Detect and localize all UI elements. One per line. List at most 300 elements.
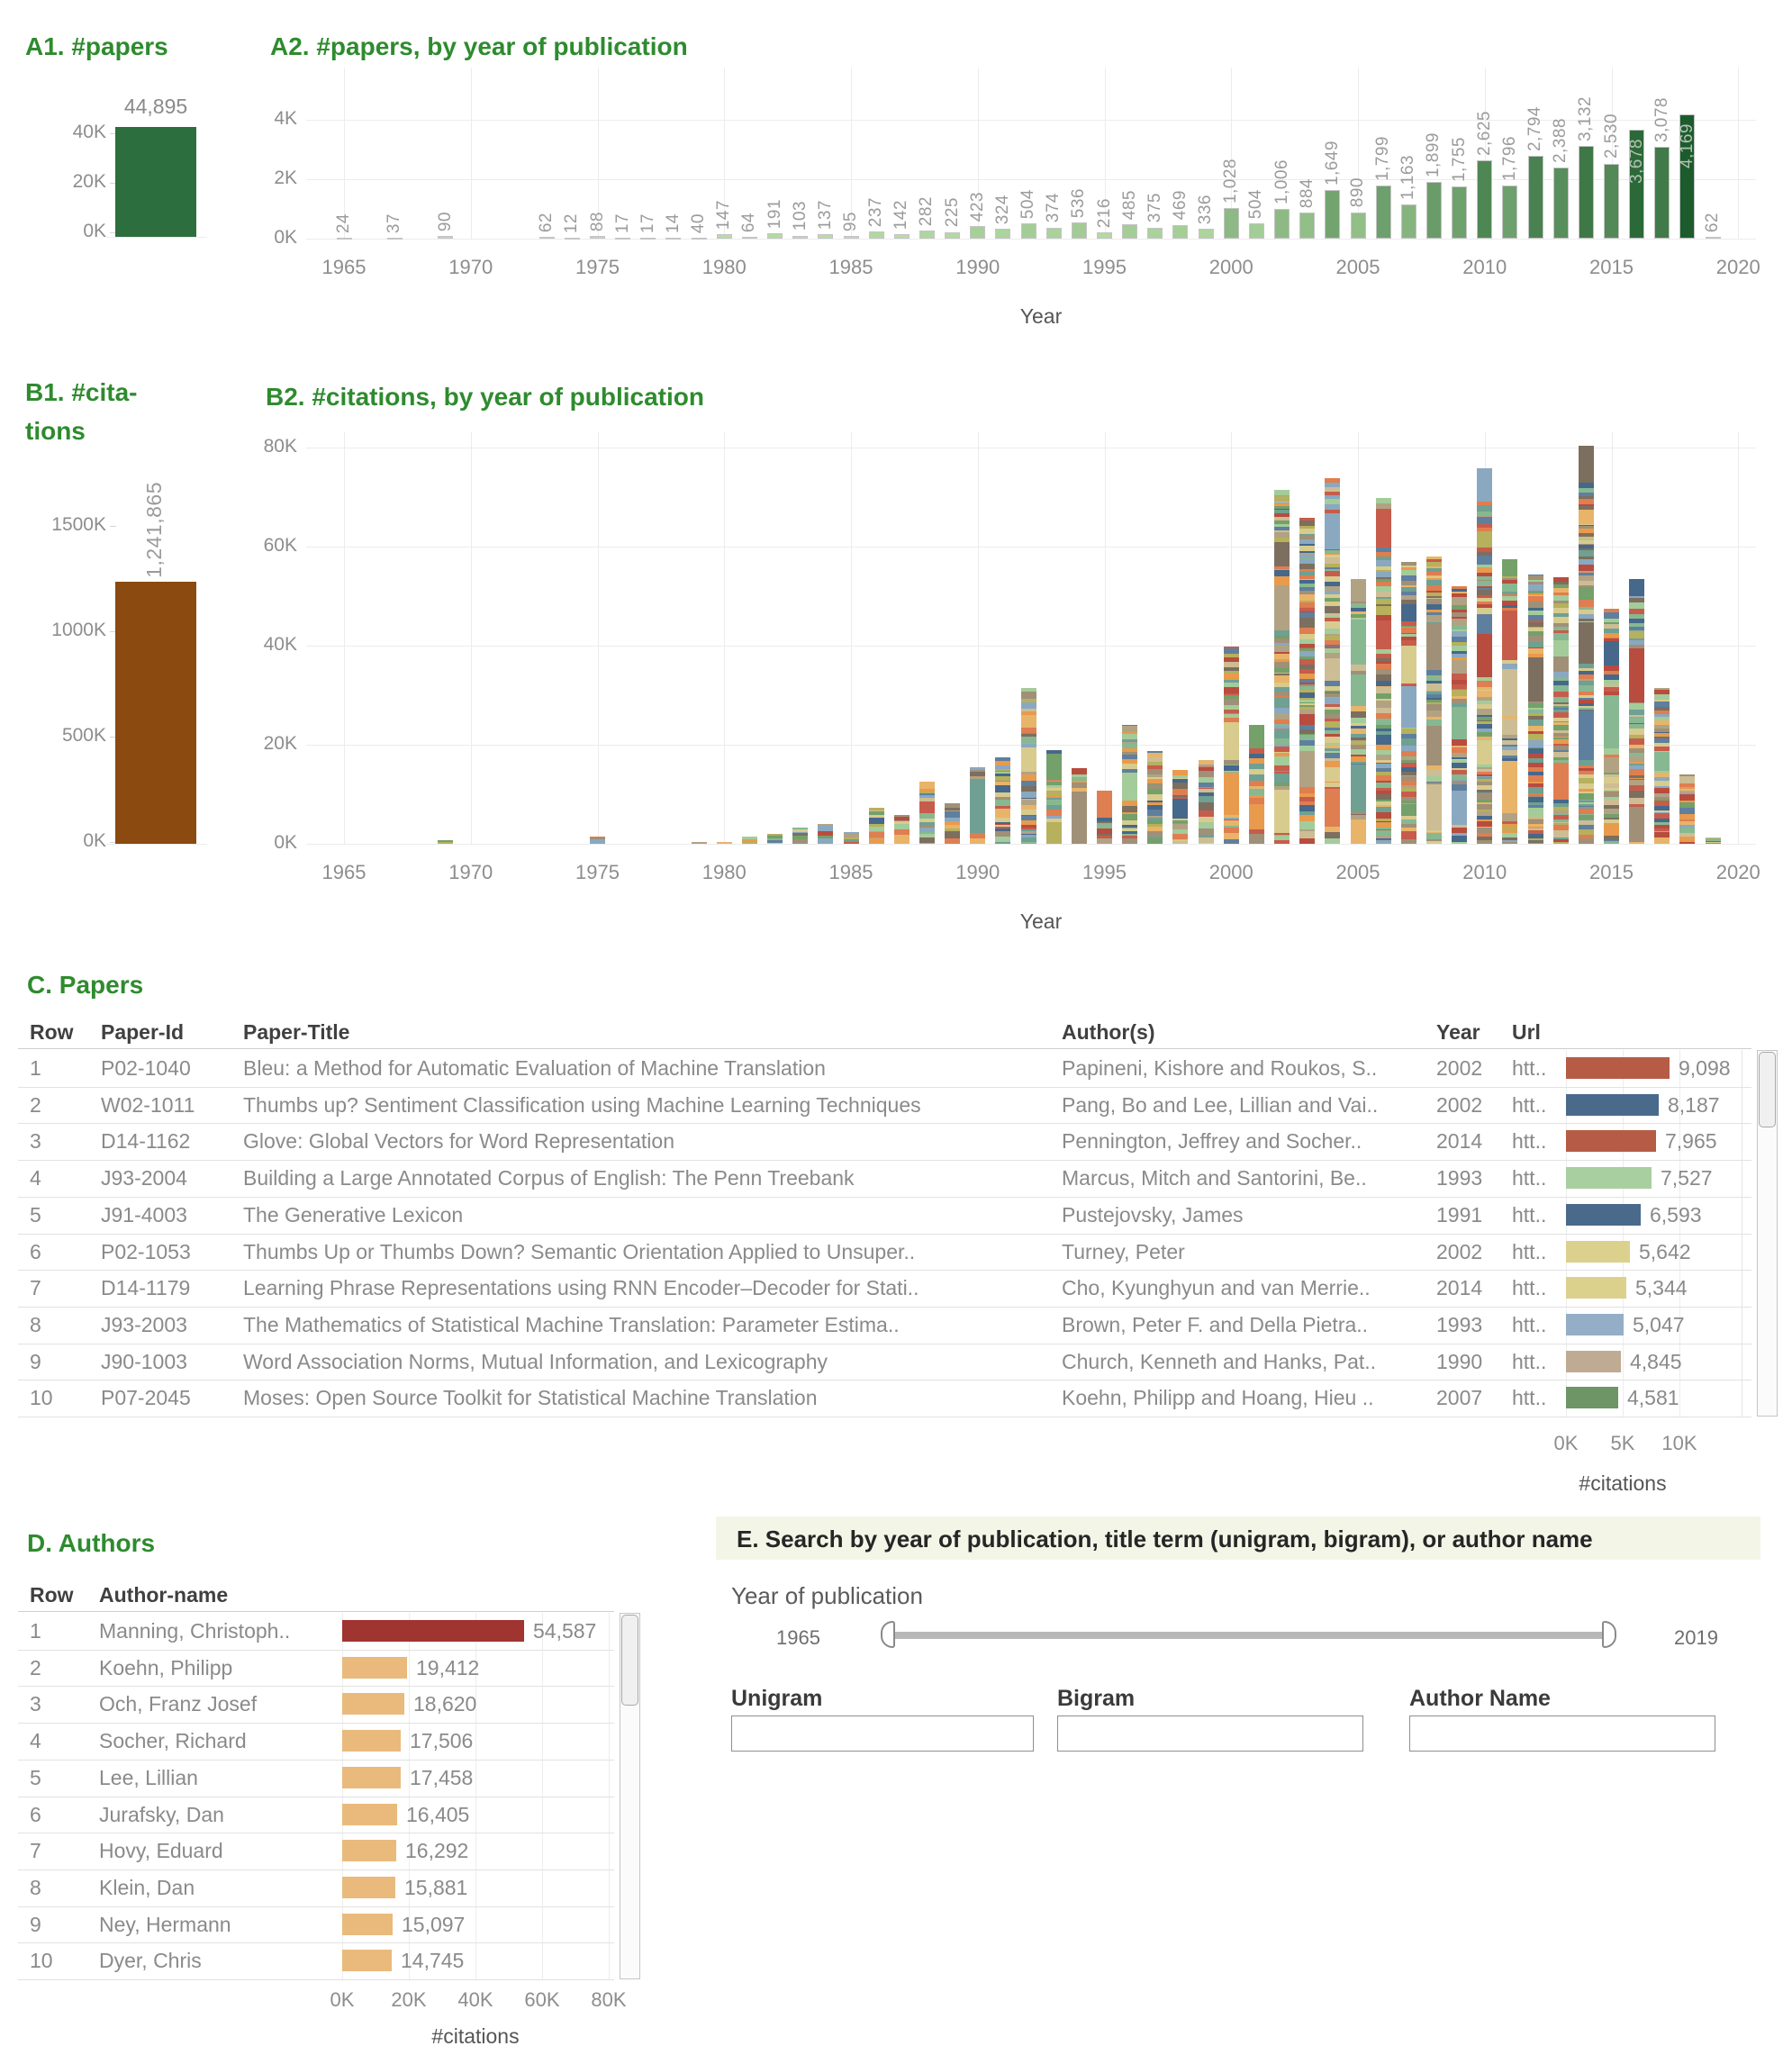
- a2-year-bar[interactable]: [640, 238, 656, 240]
- a2-year-bar[interactable]: [1199, 229, 1214, 239]
- table-row[interactable]: [0, 1760, 614, 1797]
- table-row[interactable]: [0, 1650, 614, 1687]
- b2-stack-segment: [1199, 822, 1214, 828]
- xtick-label: 2010: [1462, 861, 1507, 883]
- a2-year-bar[interactable]: [1401, 204, 1416, 239]
- b2-stack-segment: [1224, 722, 1239, 760]
- b2-year-stack[interactable]: [1629, 579, 1644, 844]
- b2-year-stack[interactable]: [1426, 557, 1442, 844]
- table-row[interactable]: [0, 1197, 1792, 1234]
- paper-url-link[interactable]: htt..: [1512, 1312, 1547, 1336]
- paper-url-link[interactable]: htt..: [1512, 1349, 1547, 1373]
- table-row[interactable]: [0, 1869, 614, 1906]
- authors-col-header: Row: [30, 1583, 74, 1607]
- paper-url-link[interactable]: htt..: [1512, 1129, 1547, 1154]
- a2-bar-value-label: 147: [714, 199, 734, 231]
- a2-bar-value-label: 191: [765, 198, 784, 229]
- a1-baseline: [106, 237, 207, 238]
- table-row[interactable]: [0, 1613, 614, 1650]
- b2-stack-segment: [1579, 838, 1594, 844]
- table-row[interactable]: [0, 1686, 614, 1723]
- table-row[interactable]: [0, 1270, 1792, 1307]
- citations-value: 15,097: [402, 1912, 466, 1936]
- a2-year-bar[interactable]: [1477, 160, 1492, 239]
- b2-stack-segment: [995, 785, 1010, 792]
- citations-bar: [1566, 1130, 1656, 1152]
- ytick-label: 0K: [274, 227, 297, 248]
- papers-col-header: Paper-Id: [101, 1020, 185, 1044]
- row-number: 5: [30, 1765, 41, 1789]
- b2-stack-segment: [1401, 839, 1416, 844]
- b2-stack-segment: [1325, 513, 1340, 549]
- a2-year-bar[interactable]: [1249, 223, 1264, 239]
- a2-year-bar[interactable]: [1706, 237, 1721, 239]
- a2-year-bar[interactable]: [717, 234, 732, 239]
- x-gridline: [1105, 432, 1106, 844]
- a2-bar-value-label: 237: [866, 196, 886, 228]
- b2-stack-segment: [1351, 674, 1366, 706]
- a2-year-bar[interactable]: [1502, 186, 1517, 239]
- b2-stack-segment: [1299, 720, 1315, 726]
- table-row[interactable]: [0, 1307, 1792, 1344]
- authors-chart-xtick: 20K: [391, 1988, 427, 2011]
- a2-bar-value-label: 423: [967, 191, 987, 222]
- b2-stack-segment: [1502, 842, 1517, 844]
- a2-bar-value-label: 90: [435, 211, 455, 232]
- authors-chart-axis-title: #citations: [431, 2024, 520, 2048]
- citations-value: 17,458: [410, 1765, 474, 1789]
- a2-bar-value-label: 504: [1018, 189, 1038, 220]
- paper-title: Word Association Norms, Mutual Information, and Lexicography: [243, 1349, 828, 1373]
- b2-year-stack[interactable]: [1274, 490, 1290, 844]
- year-of-publication-label: Year of publication: [731, 1582, 923, 1609]
- b2-stack-segment: [1477, 517, 1492, 523]
- a1-ytick-label: 0K: [83, 221, 106, 241]
- b1-ytick-label: 1500K: [51, 514, 106, 535]
- b2-year-stack[interactable]: [1147, 751, 1163, 844]
- b2-year-stack[interactable]: [894, 815, 910, 844]
- b2-stack-segment: [717, 842, 732, 844]
- b2-stack-segment: [1147, 794, 1163, 801]
- b2-stack-segment: [1097, 791, 1112, 819]
- table-row[interactable]: [0, 1797, 614, 1833]
- b2-year-stack[interactable]: [742, 837, 757, 844]
- a2-bar-value-label: 17: [638, 213, 657, 233]
- b2-year-stack[interactable]: [1477, 467, 1492, 844]
- b2-year-stack[interactable]: [1401, 562, 1416, 845]
- table-row[interactable]: [0, 1380, 1792, 1417]
- b2-stack-segment: [1477, 505, 1492, 511]
- a2-year-bar[interactable]: [692, 238, 707, 240]
- a2-year-bar[interactable]: [615, 238, 630, 240]
- paper-url-link[interactable]: htt..: [1512, 1276, 1547, 1300]
- table-row[interactable]: [0, 1123, 1792, 1160]
- paper-title: Thumbs up? Sentiment Classification using Machine Learning Techniques: [243, 1092, 921, 1117]
- b2-year-stack[interactable]: [1249, 725, 1264, 844]
- panel-b1-title-line1: B1. #cita-: [25, 378, 138, 406]
- citations-value: 8,187: [1668, 1092, 1720, 1117]
- b2-stack-segment: [1274, 542, 1290, 566]
- a2-bar-value-label: 17: [612, 213, 632, 233]
- b2-year-stack[interactable]: [945, 803, 960, 844]
- ytick-label: 80K: [263, 436, 297, 457]
- b1-ytick-label: 1000K: [51, 620, 106, 640]
- b2-year-stack[interactable]: [792, 828, 808, 844]
- a2-year-bar[interactable]: [337, 238, 352, 240]
- a2-year-bar[interactable]: [438, 236, 453, 239]
- b2-stack-segment: [1376, 812, 1391, 819]
- b2-year-stack[interactable]: [1325, 477, 1340, 844]
- b2-year-stack[interactable]: [1021, 688, 1036, 844]
- a2-year-bar[interactable]: [1553, 167, 1569, 239]
- a2-year-bar[interactable]: [894, 234, 910, 239]
- xtick-label: 1985: [828, 861, 873, 883]
- b2-stack-segment: [1426, 770, 1442, 776]
- table-row[interactable]: [0, 1833, 614, 1869]
- b2-stack-segment: [1477, 541, 1492, 548]
- b2-stack-segment: [692, 842, 707, 844]
- x-gridline: [1738, 68, 1739, 239]
- papers-chart-xtick: 10K: [1661, 1432, 1697, 1454]
- b2-stack-segment: [1274, 585, 1290, 630]
- a2-bar-value-label: 40: [689, 213, 709, 233]
- b2-stack-segment: [1553, 725, 1569, 731]
- b2-stack-segment: [1046, 754, 1062, 780]
- b2-stack-segment: [1325, 789, 1340, 827]
- b2-stack-segment: [1579, 622, 1594, 663]
- b2-year-stack[interactable]: [438, 840, 453, 844]
- citations-value: 9,098: [1679, 1056, 1731, 1080]
- a2-bar-value-label: 282: [917, 195, 937, 226]
- a2-bar-value-label: 3,078: [1652, 97, 1671, 143]
- a2-year-bar[interactable]: [792, 236, 808, 239]
- a2-year-bar[interactable]: [1021, 223, 1036, 239]
- b2-stack-segment: [1199, 817, 1214, 823]
- row-number: 7: [30, 1839, 41, 1863]
- a2-bar-value-label: 3,132: [1576, 95, 1596, 141]
- b2-stack-segment: [1325, 737, 1340, 743]
- a2-year-bar[interactable]: [1046, 228, 1062, 239]
- b2-stack-segment: [1579, 587, 1594, 593]
- b2-year-stack[interactable]: [919, 782, 935, 844]
- a2-year-bar[interactable]: [1072, 222, 1087, 239]
- a2-bar-value-label: 469: [1170, 190, 1190, 221]
- a2-bar-value-label: 1,755: [1449, 137, 1469, 183]
- table-row[interactable]: [0, 1050, 1792, 1087]
- paper-authors: Papineni, Kishore and Roukos, S..: [1062, 1056, 1378, 1080]
- b2-year-stack[interactable]: [1072, 768, 1087, 844]
- b2-stack-segment: [1147, 810, 1163, 816]
- unigram-input[interactable]: [731, 1716, 1034, 1752]
- b2-stack-segment: [1629, 632, 1644, 638]
- b2-stack-segment: [844, 842, 859, 844]
- xtick-label: 1970: [448, 861, 493, 883]
- xtick-label: 1995: [1082, 861, 1127, 883]
- papers-chart-xtick: 5K: [1610, 1432, 1635, 1454]
- b2-stack-segment: [1097, 838, 1112, 844]
- b2-stack-segment: [1274, 738, 1290, 745]
- paper-url-link[interactable]: htt..: [1512, 1202, 1547, 1227]
- b2-stack-segment: [1122, 726, 1137, 732]
- year-slider-left-handle[interactable]: [881, 1621, 895, 1648]
- b2-stack-segment: [1629, 729, 1644, 735]
- a2-year-bar[interactable]: [1122, 224, 1137, 239]
- citations-bar: [1566, 1314, 1624, 1335]
- b2-stack-segment: [970, 838, 985, 844]
- a2-year-bar[interactable]: [1604, 164, 1619, 239]
- table-row[interactable]: [0, 1344, 1792, 1381]
- a2-bar-value-label: 2,530: [1601, 113, 1621, 159]
- b2-stack-segment: [1249, 774, 1264, 781]
- a2-year-bar[interactable]: [1224, 208, 1239, 239]
- b2-stack-segment: [1351, 665, 1366, 671]
- row-number: 3: [30, 1129, 41, 1154]
- row-number: 9: [30, 1912, 41, 1936]
- bigram-input[interactable]: [1057, 1716, 1363, 1752]
- b2-stack-segment: [995, 842, 1010, 844]
- citations-value: 4,581: [1627, 1386, 1679, 1410]
- citations-bar: [1566, 1057, 1670, 1079]
- a2-year-bar[interactable]: [844, 236, 859, 239]
- a2-bar-value-label: 890: [1348, 177, 1367, 208]
- b2-year-stack[interactable]: [818, 824, 833, 844]
- b2-stack-segment: [1376, 674, 1391, 681]
- ytick-label: 60K: [263, 535, 297, 556]
- paper-authors: Pang, Bo and Lee, Lillian and Vai..: [1062, 1092, 1379, 1117]
- b2-year-stack[interactable]: [869, 808, 884, 844]
- papers-col-header: Url: [1512, 1020, 1541, 1044]
- b2-year-stack[interactable]: [970, 767, 985, 844]
- b2-year-stack[interactable]: [995, 757, 1010, 844]
- a2-year-bar[interactable]: [1097, 232, 1112, 239]
- row-number: 4: [30, 1729, 41, 1753]
- a1-ytick-label: 40K: [72, 122, 106, 142]
- b2-year-stack[interactable]: [1097, 791, 1112, 844]
- b2-year-stack[interactable]: [1224, 647, 1239, 844]
- paper-url-link[interactable]: htt..: [1512, 1056, 1547, 1080]
- b2-stack-segment: [1172, 841, 1188, 844]
- authors-chart-xtick: 60K: [524, 1988, 560, 2011]
- a2-bar-value-label: 2,794: [1525, 105, 1545, 151]
- x-gridline: [1738, 432, 1739, 844]
- a2-bar-value-label: 1,028: [1221, 158, 1241, 204]
- a1-total-bar[interactable]: [115, 127, 196, 237]
- authors-col-header: Author-name: [99, 1583, 229, 1607]
- b2-stack-segment: [1249, 839, 1264, 844]
- a2-bar-value-label: 336: [1196, 194, 1216, 224]
- papers-col-header: Row: [30, 1020, 74, 1044]
- b2-year-stack[interactable]: [590, 837, 605, 844]
- b2-year-stack[interactable]: [1679, 774, 1695, 844]
- paper-url-link[interactable]: htt..: [1512, 1239, 1547, 1263]
- table-row[interactable]: [0, 1942, 614, 1979]
- a2-year-bar[interactable]: [665, 238, 681, 240]
- b2-stack-segment: [1224, 839, 1239, 844]
- a2-year-bar[interactable]: [1528, 156, 1543, 239]
- a2-year-bar[interactable]: [1579, 146, 1594, 239]
- papers-chart-xtick: 0K: [1553, 1432, 1579, 1454]
- b2-year-stack[interactable]: [1122, 725, 1137, 844]
- citations-value: 18,620: [413, 1692, 477, 1716]
- a2-year-bar[interactable]: [1274, 209, 1290, 239]
- b2-year-stack[interactable]: [767, 833, 783, 844]
- paper-title: The Mathematics of Statistical Machine Translation: Parameter Estima..: [243, 1312, 900, 1336]
- b2-stack-segment: [1579, 685, 1594, 692]
- a2-year-bar[interactable]: [1147, 228, 1163, 239]
- a2-year-bar[interactable]: [818, 234, 833, 239]
- b2-stack-segment: [995, 831, 1010, 837]
- b2-stack-segment: [1579, 510, 1594, 524]
- b2-year-stack[interactable]: [1706, 837, 1721, 844]
- table-row[interactable]: [0, 1723, 614, 1760]
- xtick-label: 2015: [1589, 861, 1634, 883]
- b2-stack-segment: [1629, 579, 1644, 596]
- a2-bar-value-label: 64: [739, 212, 759, 232]
- row-number: 6: [30, 1239, 41, 1263]
- b2-stack-segment: [1299, 838, 1315, 844]
- a2-bar-value-label: 14: [663, 213, 683, 233]
- b2-year-stack[interactable]: [1452, 586, 1467, 844]
- author-name: Klein, Dan: [99, 1875, 195, 1899]
- b2-year-stack[interactable]: [1351, 579, 1366, 844]
- year-slider-right-handle[interactable]: [1602, 1621, 1616, 1648]
- b2-stack-segment: [1579, 565, 1594, 571]
- b2-year-stack[interactable]: [1299, 517, 1315, 844]
- a2-year-bar[interactable]: [387, 238, 403, 240]
- b2-stack-segment: [1325, 504, 1340, 511]
- paper-year: 2014: [1436, 1129, 1483, 1154]
- b2-year-stack[interactable]: [1046, 750, 1062, 845]
- a2-bar-value-label: 504: [1246, 189, 1266, 220]
- authors-chart-xtick: 40K: [457, 1988, 493, 2011]
- b2-year-stack[interactable]: [1172, 770, 1188, 845]
- b2-year-stack[interactable]: [1579, 445, 1594, 844]
- a2-year-bar[interactable]: [1376, 186, 1391, 239]
- table-row[interactable]: [0, 1234, 1792, 1271]
- a2-year-bar[interactable]: [539, 237, 555, 239]
- b2-year-stack[interactable]: [1654, 688, 1670, 844]
- b2-stack-segment: [1426, 623, 1442, 669]
- b2-stack-segment: [1477, 468, 1492, 502]
- citations-bar: [1566, 1387, 1618, 1408]
- year-slider-track[interactable]: [890, 1632, 1606, 1639]
- b2-stack-segment: [1299, 751, 1315, 788]
- a2-year-bar[interactable]: [1351, 213, 1366, 239]
- b2-year-stack[interactable]: [1604, 609, 1619, 844]
- citations-bar: [342, 1914, 393, 1935]
- a2-year-bar[interactable]: [767, 233, 783, 239]
- a2-year-bar[interactable]: [742, 237, 757, 239]
- paper-url-link[interactable]: htt..: [1512, 1386, 1547, 1410]
- b2-stack-segment: [1452, 660, 1467, 674]
- paper-year: 2002: [1436, 1239, 1483, 1263]
- xtick-label: 1980: [701, 861, 747, 883]
- a2-year-bar[interactable]: [565, 238, 580, 240]
- a2-year-bar[interactable]: [1325, 190, 1340, 239]
- paper-year: 2002: [1436, 1056, 1483, 1080]
- b2-stack-segment: [1477, 608, 1492, 614]
- x-gridline: [851, 432, 852, 844]
- a2-year-bar[interactable]: [1299, 213, 1315, 239]
- a2-bar-value-label: 2,388: [1551, 118, 1570, 164]
- paper-year: 1991: [1436, 1202, 1483, 1227]
- authors-scrollbar-thumb[interactable]: [621, 1615, 638, 1706]
- papers-scrollbar-thumb[interactable]: [1759, 1052, 1776, 1127]
- paper-authors: Brown, Peter F. and Della Pietra..: [1062, 1312, 1369, 1336]
- xtick-label: 1990: [955, 861, 1000, 883]
- a2-year-bar[interactable]: [1172, 225, 1188, 239]
- b2-stack-segment: [1502, 729, 1517, 735]
- paper-year: 2002: [1436, 1092, 1483, 1117]
- a2-year-bar[interactable]: [995, 229, 1010, 239]
- ytick-label: 2K: [274, 167, 297, 188]
- a2-year-bar[interactable]: [919, 231, 935, 239]
- a2-year-bar[interactable]: [590, 236, 605, 239]
- b2-stack-segment: [1477, 559, 1492, 566]
- paper-id: J91-4003: [101, 1202, 187, 1227]
- b1-tickmark: [110, 526, 116, 527]
- b2-stack-segment: [1629, 785, 1644, 792]
- a2-year-bar[interactable]: [1452, 186, 1467, 239]
- b2-year-stack[interactable]: [844, 832, 859, 844]
- citations-bar: [342, 1767, 401, 1788]
- papers-col-header: Paper-Title: [243, 1020, 350, 1044]
- author-name-input[interactable]: [1409, 1716, 1715, 1752]
- papers-chart-axis-title: #citations: [1579, 1471, 1667, 1495]
- b2-stack-segment: [1477, 740, 1492, 765]
- b2-stack-segment: [1122, 838, 1137, 844]
- b2-year-stack[interactable]: [1528, 574, 1543, 844]
- ytick-label: 0K: [274, 832, 297, 853]
- citations-bar: [342, 1730, 401, 1752]
- b2-year-stack[interactable]: [1199, 760, 1214, 845]
- b1-total-bar[interactable]: [115, 582, 196, 844]
- b2-stack-segment: [1604, 612, 1619, 619]
- a2-year-bar[interactable]: [1426, 182, 1442, 239]
- xtick-label: 2005: [1335, 861, 1380, 883]
- b2-year-stack[interactable]: [717, 842, 732, 844]
- author-name: Och, Franz Josef: [99, 1692, 258, 1716]
- b2-stack-segment: [1579, 559, 1594, 566]
- b2-year-stack[interactable]: [1502, 559, 1517, 844]
- b2-stack-segment: [1224, 833, 1239, 839]
- b2-stack-segment: [1452, 784, 1467, 791]
- paper-url-link[interactable]: htt..: [1512, 1166, 1547, 1190]
- a2-bar-value-label: 216: [1094, 197, 1114, 228]
- a2-year-bar[interactable]: [970, 226, 985, 239]
- b2-year-stack[interactable]: [1376, 497, 1391, 844]
- paper-authors: Cho, Kyunghyun and van Merrie..: [1062, 1276, 1371, 1300]
- a2-year-bar[interactable]: [945, 232, 960, 239]
- b2-stack-segment: [742, 841, 757, 844]
- b2-year-stack[interactable]: [692, 842, 707, 844]
- panel-b1-title-line2: tions: [25, 417, 86, 445]
- a2-bar-value-label: 884: [1297, 177, 1317, 208]
- b2-stack-segment: [1249, 725, 1264, 748]
- citations-value: 7,527: [1661, 1166, 1713, 1190]
- paper-url-link[interactable]: htt..: [1512, 1092, 1547, 1117]
- b2-year-stack[interactable]: [1553, 576, 1569, 844]
- table-row[interactable]: [0, 1906, 614, 1943]
- b2-stack-segment: [1528, 843, 1543, 844]
- table-row[interactable]: [0, 1160, 1792, 1197]
- a2-year-bar[interactable]: [869, 231, 884, 239]
- table-row[interactable]: [0, 1087, 1792, 1124]
- b2-stack-segment: [1629, 842, 1644, 844]
- a2-year-bar[interactable]: [1654, 147, 1670, 239]
- authors-chart-xtick: 80K: [591, 1988, 627, 2011]
- b1-ytick-label: 500K: [61, 725, 106, 746]
